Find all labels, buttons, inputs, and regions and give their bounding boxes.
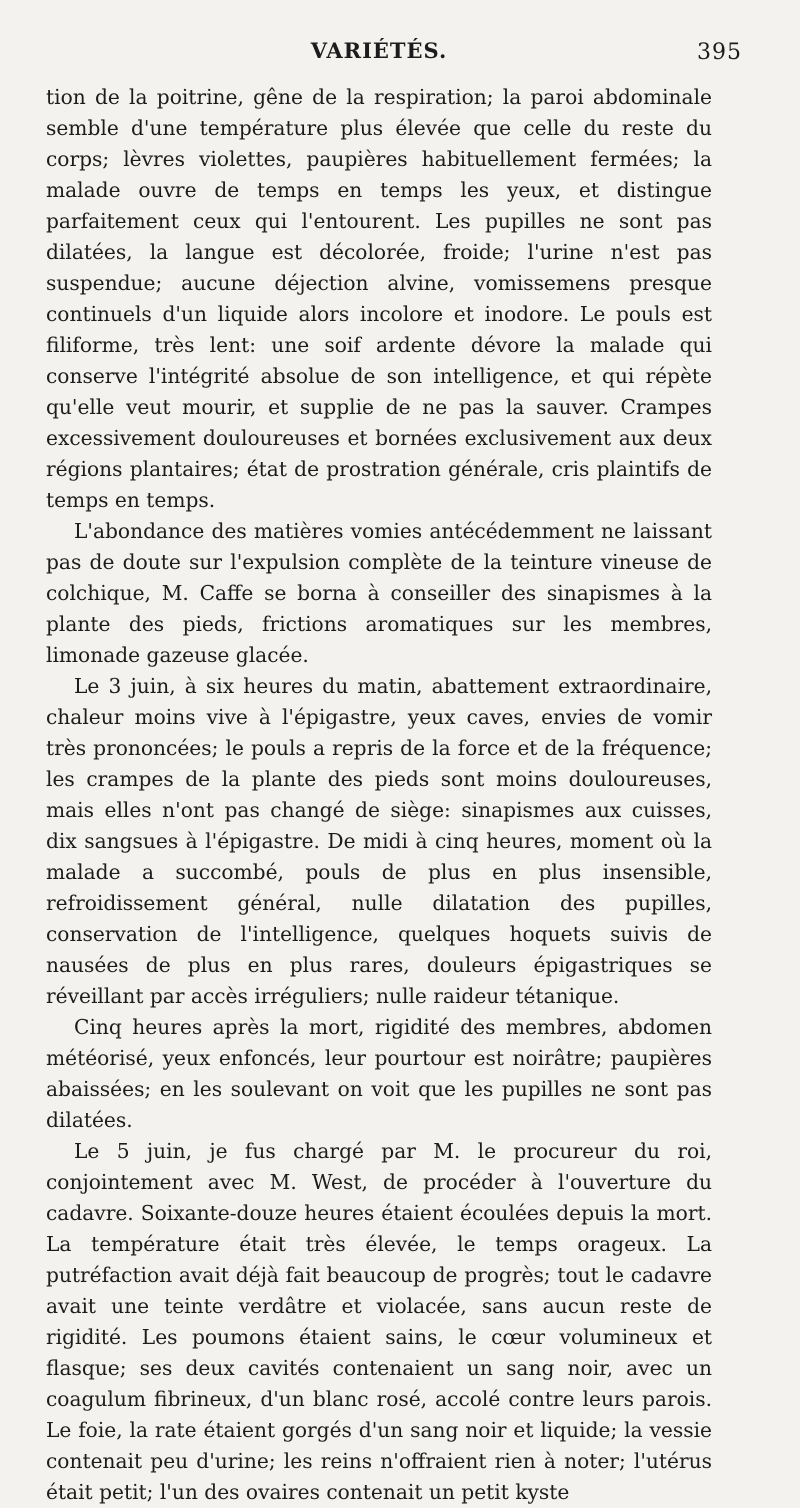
paragraph: L'abondance des matières vomies antécédemment ne laissant pas de doute sur l'expulsion complète de la teinture vineuse de colchique, M. Caffe se borna à conseiller des sinapismes à la plante des pieds, frictions aromatiques sur les membres, limonade gazeuse glacée. — [46, 519, 712, 667]
paragraph: Cinq heures après la mort, rigidité des membres, abdomen météorisé, yeux enfoncés, leur pourtour est noirâtre; paupières abaissées; en les soulevant on voit que les pupilles ne sont pas dilatées. — [46, 1015, 712, 1132]
running-header — [46, 30, 742, 82]
paragraph: Le 5 juin, je fus chargé par M. le procureur du roi, conjointement avec M. West, de procéder à l'ouverture du cadavre. Soixante-douze heures étaient écoulées depuis la mort. La température était très élevée, le temps orageux. La putréfaction avait déjà fait beaucoup de progrès; tout le cadavre avait une teinte verdâtre et violacée, sans aucun reste de rigidité. Les poumons étaient sains, le cœur volumineux et flasque; ses deux cavités contenaient un sang noir, avec un coagulum fibrineux, d'un blanc rosé, accolé contre leurs parois. Le foie, la rate étaient gorgés d'un sang noir et liquide; la vessie contenait peu d'urine; les reins n'offraient rien à noter; l'utérus était petit; l'un des ovaires contenait un petit kyste — [46, 1139, 712, 1504]
running-title: VARIÉTÉS. — [310, 38, 448, 63]
body-text — [46, 82, 712, 1508]
paragraph: Le 3 juin, à six heures du matin, abattement extraordinaire, chaleur moins vive à l'épigastre, yeux caves, envies de vomir très prononcées; le pouls a repris de la force et de la fréquence; les crampes de la plante des pieds sont moins douloureuses, mais elles n'ont pas changé de siège: sinapismes aux cuisses, dix sangsues à l'épigastre. De midi à cinq heures, moment où la malade a succombé, pouls de plus en plus insensible, refroidissement général, nulle dilatation des pupilles, conservation de l'intelligence, quelques hoquets suivis de nausées de plus en plus rares, douleurs épigastriques se réveillant par accès irréguliers; nulle raideur tétanique. — [46, 674, 712, 1008]
paragraph: tion de la poitrine, gêne de la respiration; la paroi abdominale semble d'une température plus élevée que celle du reste du corps; lèvres violettes, paupières habituellement fermées; la malade ouvre de temps en temps les yeux, et distingue parfaitement ceux qui l'entourent. Les pupilles ne sont pas dilatées, la langue est décolorée, froide; l'urine n'est pas suspendue; aucune déjection alvine, vomissemens presque continuels d'un liquide alors incolore et inodore. Le pouls est filiforme, très lent: une soif ardente dévore la malade qui conserve l'intégrité absolue de son intelligence, et qui répète qu'elle veut mourir, et supplie de ne pas la sauver. Crampes excessivement douloureuses et bornées exclusivement aux deux régions plantaires; état de prostration générale, cris plaintifs de temps en temps. — [46, 85, 712, 512]
page-number: 395 — [697, 40, 742, 65]
